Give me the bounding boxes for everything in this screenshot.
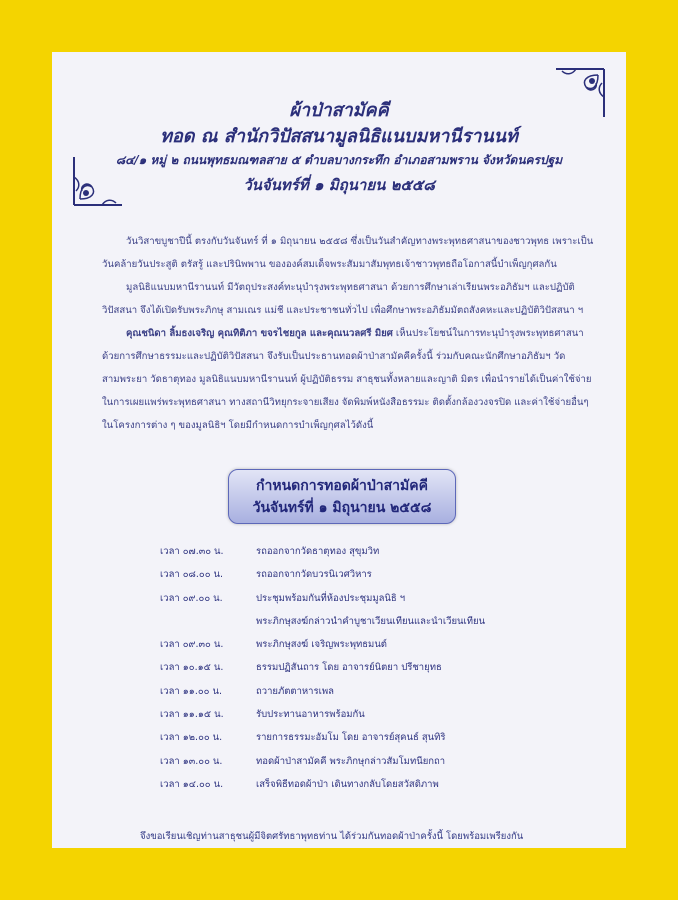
document-page xyxy=(52,52,626,848)
schedule-desc: เสร็จพิธีทอดผ้าป่า เดินทางกลับโดยสวัสดิภาพ xyxy=(256,778,439,790)
schedule-desc: ทอดผ้าป่าสามัคคี พระภิกษุกล่าวสัมโมทนียกถา xyxy=(256,755,446,767)
header-block xyxy=(72,67,606,207)
schedule-row xyxy=(160,587,580,610)
schedule-desc: พระภิกษุสงฆ์กล่าวนำคำบูชาเวียนเทียนและนำเวียนเทียน xyxy=(256,615,486,627)
schedule-desc: รายการธรรมะอัมโม โดย อาจารย์สุคนธ์ สุนทิริ xyxy=(256,732,446,744)
schedule-time: เวลา ๐๘.๐๐ น. xyxy=(160,569,224,581)
schedule-desc: รับประทานอาหารพร้อมกัน xyxy=(256,709,365,721)
schedule-time: เวลา ๑๑.๐๐ น. xyxy=(160,685,222,697)
schedule-desc: ถวายภัตตาหารเพล xyxy=(256,685,334,697)
schedule-heading: กำหนดการทอดผ้าป่าสามัคคี xyxy=(256,478,428,494)
schedule-list xyxy=(160,540,580,796)
schedule-row xyxy=(160,773,580,796)
schedule-time: เวลา ๑๐.๑๕ น. xyxy=(160,662,224,674)
schedule-desc: ประชุมพร้อมกันที่ห้องประชุมมูลนิธิ ฯ xyxy=(256,592,406,604)
schedule-row xyxy=(160,726,580,749)
schedule-row xyxy=(160,563,580,586)
schedule-row xyxy=(160,540,580,563)
schedule-time: เวลา ๐๗.๓๐ น. xyxy=(160,546,224,557)
schedule-time: เวลา ๑๓.๐๐ น. xyxy=(160,755,223,767)
schedule-row xyxy=(160,633,580,656)
schedule-heading-box xyxy=(228,469,456,524)
schedule-time: เวลา ๑๑.๑๕ น. xyxy=(160,709,224,721)
paragraph-1: วันวิสาขบูชาปีนี้ ตรงกับวันจันทร์ ที่ ๑ มิถุนายน ๒๕๕๘ ซึ่งเป็นวันสำคัญทางพระพุทธศาสนาของชาวพุทธ เพราะเป็นวันคล้ายวันประสูติ ตรัสรู้ และปรินิพพาน ขององค์สมเด็จพระสัมมาสัมพุทธเจ้าชาวพุทธถือโอกาสนี้บำเพ็ญกุศลกัน xyxy=(102,236,594,270)
schedule-desc: ธรรมปฏิสันถาร โดย อาจารย์นิตยา ปรีชายุทธ xyxy=(256,662,442,674)
schedule-time: เวลา ๐๙.๓๐ น. xyxy=(160,639,224,651)
intro-text xyxy=(102,230,596,437)
address-line: ๘๔/๑ หมู่ ๒ ถนนพุทธมณฑลสาย ๕ ตำบลบางกระทึก อำเภอสามพราน จังหวัดนครปฐม xyxy=(115,153,563,167)
date-line: วันจันทร์ที่ ๑ มิถุนายน ๒๕๕๘ xyxy=(243,176,435,194)
schedule-row xyxy=(160,703,580,726)
closing-invitation: จึงขอเรียนเชิญท่านสาธุชนผู้มีจิตศรัทธาพุทธท่าน ได้ร่วมกันทอดผ้าป่าครั้งนี้ โดยพร้อมเพรียงกัน xyxy=(140,831,524,842)
schedule-row xyxy=(160,610,580,633)
schedule-desc: รถออกจากวัดธาตุทอง สุขุมวิท xyxy=(256,546,380,557)
schedule-time: เวลา ๐๙.๐๐ น. xyxy=(160,592,223,604)
schedule-desc: พระภิกษุสงฆ์ เจริญพระพุทธมนต์ xyxy=(256,639,387,651)
schedule-date: วันจันทร์ที่ ๑ มิถุนายน ๒๕๕๘ xyxy=(252,500,432,516)
schedule-row xyxy=(160,656,580,679)
schedule-time: เวลา ๑๒.๐๐ น. xyxy=(160,732,223,744)
schedule-time: เวลา ๑๔.๐๐ น. xyxy=(160,778,224,790)
sponsor-names: คุณชนิดา ลิ้มธงเจริญ คุณทิติภา ขจรไชยกูล และคุณนวลศรี มิยศ xyxy=(126,328,393,339)
paragraph-2: มูลนิธิแนบมหานีรานนท์ มีวัตถุประสงค์ทะนุบำรุงพระพุทธศาสนา ด้วยการศึกษาเล่าเรียนพระอภิธัมฯ และปฏิบัติวิปัสสนา จึงได้เปิดรับพระภิกษุ สามเณร แม่ชี และประชาชนทั่วไป เพื่อศึกษาพระอภิธัมมัตถสังคหะและปฏิบัติวิปัสสนา ฯ xyxy=(102,282,584,316)
paragraph-3-rest: เห็นประโยชน์ในการทะนุบำรุงพระพุทธศาสนา ด้วยการศึกษาธรรมะและปฏิบัติวิปัสสนา จึงรับเป็นประธานทอดผ้าป่าสามัคคีครั้งนี้ ร่วมกับคณะนักศึกษาอภิธัมฯ วัดสามพระยา วัดธาตุทอง มูลนิธิแนบมหานีรานนท์ ผู้ปฏิบัติธรรม สาธุชนทั้งหลายและญาติ มิตร เพื่อนำรายได้เป็นค่าใช้จ่ายในการเผยแพร่พระพุทธศาสนา ทางสถานีวิทยุกระจายเสียง จัดพิมพ์หนังสือธรรมะ ติดตั้งกล้องวงจรปิด และค่าใช้จ่ายอื่นๆ ในโครงการต่าง ๆ ของมูลนิธิฯ โดยมีกำหนดการบำเพ็ญกุศลไว้ดังนี้ xyxy=(102,328,592,431)
title-venue: ทอด ณ สำนักวิปัสสนามูลนิธิแนบมหานีรานนท์ xyxy=(160,126,518,147)
schedule-row xyxy=(160,750,580,773)
schedule-desc: รถออกจากวัดบวรนิเวศวิหาร xyxy=(256,569,372,581)
title-main: ผ้าป่าสามัคคี xyxy=(289,100,389,121)
paragraph-3 xyxy=(102,322,596,437)
schedule-row xyxy=(160,680,580,703)
